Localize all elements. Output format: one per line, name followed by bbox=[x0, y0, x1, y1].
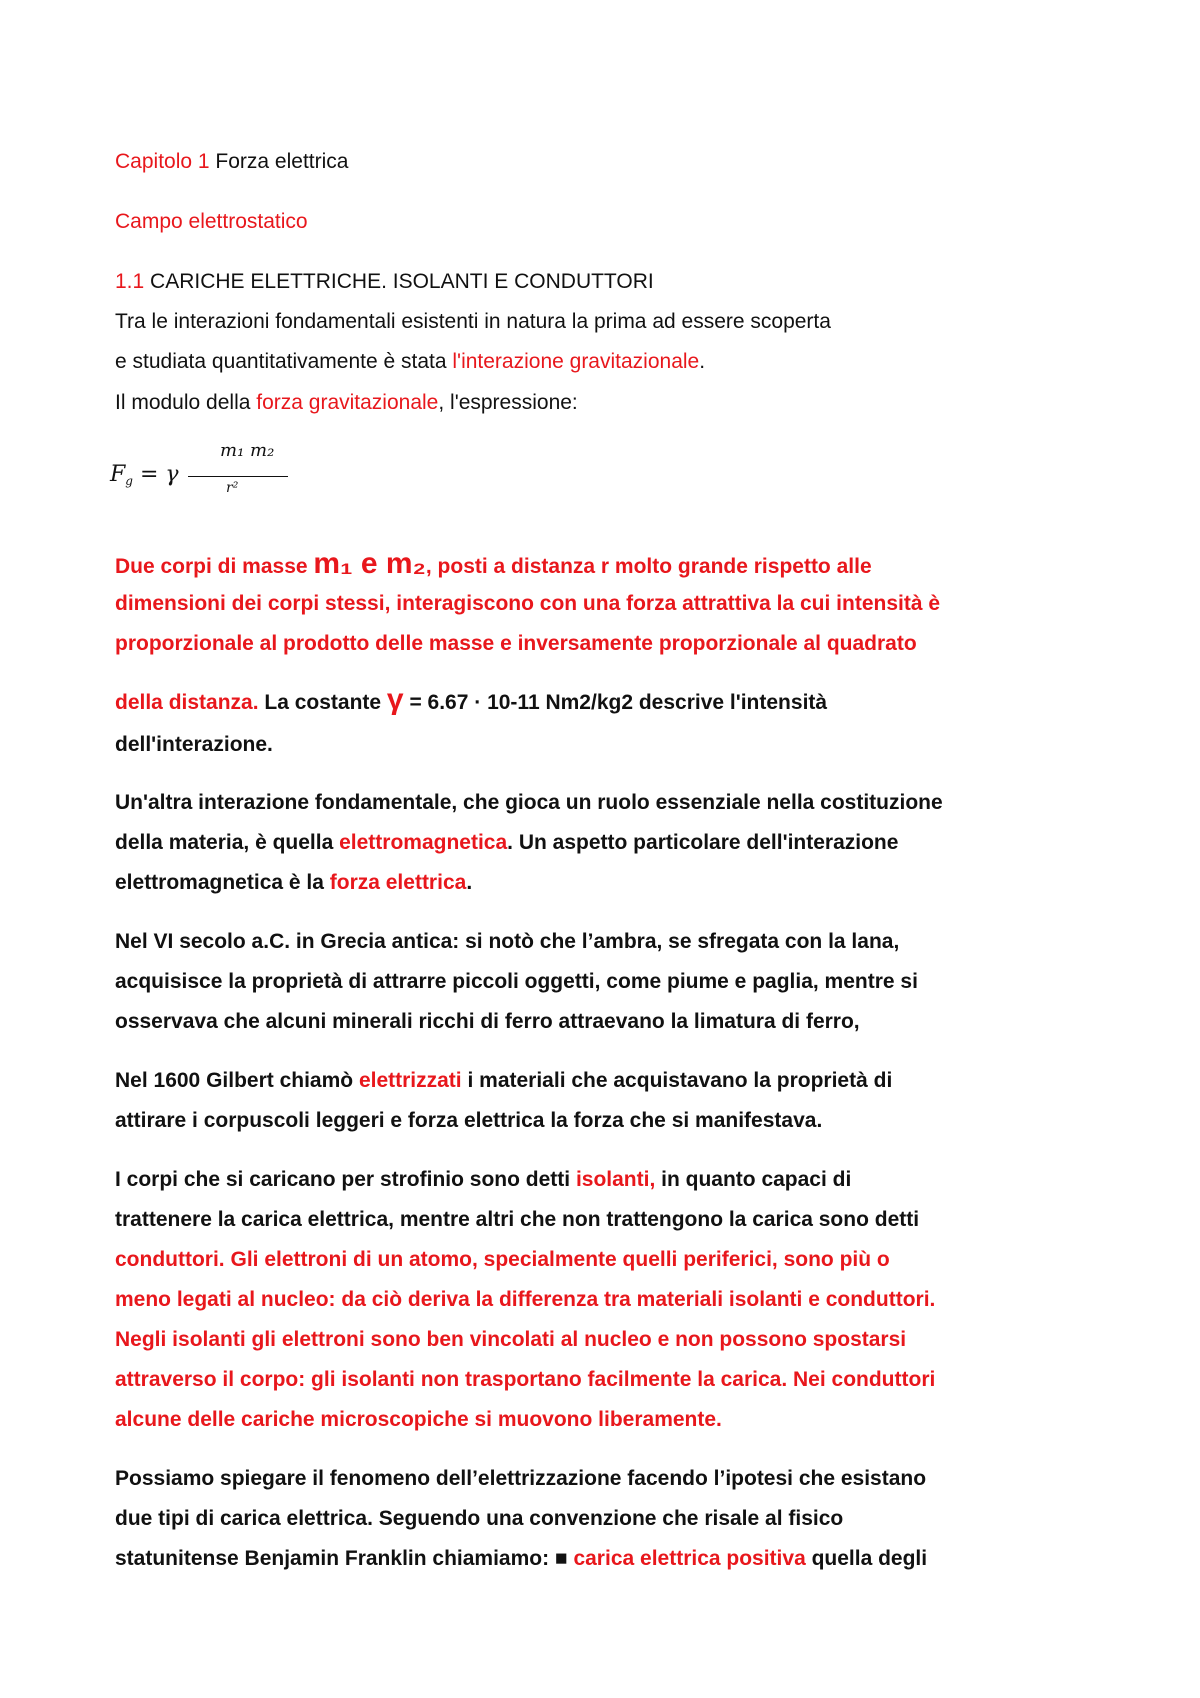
para-text: , posti a distanza r molto grande rispetto alle bbox=[425, 555, 872, 578]
para-text: della materia, è quella bbox=[115, 831, 340, 854]
highlight-text: forza elettrica bbox=[329, 871, 467, 894]
para-text: Due corpi di masse bbox=[115, 555, 314, 578]
highlight-text: l'interazione gravitazionale bbox=[452, 350, 700, 373]
chapter-title: Forza elettrica bbox=[215, 150, 349, 173]
insulators-line-7: alcune delle cariche microscopiche si muovono liberamente. bbox=[115, 1408, 722, 1431]
formula-lhs bbox=[110, 462, 179, 488]
para-text: La costante bbox=[258, 691, 387, 714]
insulators-line-6: attraverso il corpo: gli isolanti non trasportano facilmente la carica. Nei conduttori bbox=[115, 1368, 936, 1391]
highlight-text: carica elettrica positiva bbox=[573, 1547, 806, 1570]
masses-line-5: dell'interazione. bbox=[115, 733, 273, 756]
insulators-line-3: conduttori. Gli elettroni di un atomo, specialmente quelli periferici, sono più o bbox=[115, 1248, 890, 1271]
charge-line-3 bbox=[115, 1539, 1115, 1579]
para-text: . bbox=[466, 871, 473, 894]
fraction-bar bbox=[188, 476, 288, 477]
em-line-3 bbox=[115, 863, 1115, 903]
highlight-text: forza gravitazionale bbox=[256, 391, 439, 414]
highlight-text: isolanti, bbox=[575, 1168, 656, 1191]
intro-line-1: Tra le interazioni fondamentali esistenti in natura la prima ad essere scoperta bbox=[115, 310, 831, 333]
masses-line-1 bbox=[115, 544, 1115, 587]
para-text: I corpi che si caricano per strofinio sono detti bbox=[115, 1168, 576, 1191]
gilbert-line-2: attirare i corpuscoli leggeri e forza elettrica la forza che si manifestava. bbox=[115, 1109, 823, 1132]
intro-line-3 bbox=[115, 383, 1115, 423]
section-heading bbox=[115, 262, 1115, 302]
insulators-line-1 bbox=[115, 1160, 1115, 1200]
para-text: Nel 1600 Gilbert chiamò bbox=[115, 1069, 359, 1092]
formula-subscript: g bbox=[125, 474, 133, 488]
charge-line-1: Possiamo spiegare il fenomeno dell’elettrizzazione facendo l’ipotesi che esistano bbox=[115, 1467, 927, 1490]
para-text: i materiali che acquistavano la proprietà di bbox=[461, 1069, 893, 1092]
subtitle: Campo elettrostatico bbox=[115, 210, 308, 233]
charge-line-2: due tipi di carica elettrica. Seguendo una convenzione che risale al fisico bbox=[115, 1507, 844, 1530]
em-line-2 bbox=[115, 823, 1115, 863]
gilbert-line-1 bbox=[115, 1061, 1115, 1101]
formula-numerator: m₁ m₂ bbox=[220, 440, 275, 461]
chapter-label: Capitolo 1 bbox=[115, 150, 210, 173]
greece-line-2: acquisisce la proprietà di attrarre piccoli oggetti, come piume e paglia, mentre si bbox=[115, 970, 918, 993]
masses-line-3: proporzionale al prodotto delle masse e inversamente proporzionale al quadrato bbox=[115, 632, 917, 655]
insulators-line-5: Negli isolanti gli elettroni sono ben vincolati al nucleo e non possono spostarsi bbox=[115, 1328, 907, 1351]
mass-m2: m₂ bbox=[385, 547, 426, 580]
formula-equals-gamma: = γ bbox=[132, 462, 179, 487]
para-text: quella degli bbox=[805, 1547, 928, 1570]
insulators-line-4: meno legati al nucleo: da ciò deriva la differenza tra materiali isolanti e conduttori. bbox=[115, 1288, 936, 1311]
para-text: elettromagnetica è la bbox=[115, 871, 330, 894]
intro-text: Il modulo della bbox=[115, 391, 257, 414]
formula-force: F bbox=[110, 462, 126, 487]
masses-line-2: dimensioni dei corpi stessi, interagiscono con una forza attrattiva la cui intensità è bbox=[115, 592, 941, 615]
formula-denominator: r² bbox=[226, 480, 239, 496]
section-title: CARICHE ELETTRICHE. ISOLANTI E CONDUTTORI bbox=[150, 270, 654, 293]
intro-text: e studiata quantitativamente è stata bbox=[115, 350, 453, 373]
highlight-text: della distanza. bbox=[115, 691, 259, 714]
chapter-heading bbox=[115, 142, 1115, 182]
para-text: in quanto capaci di bbox=[655, 1168, 852, 1191]
masses-line-4 bbox=[115, 680, 1115, 723]
section-number: 1.1 bbox=[115, 270, 145, 293]
intro-text: , l'espressione: bbox=[438, 391, 578, 414]
highlight-text: elettrizzati bbox=[358, 1069, 462, 1092]
highlight-text: elettromagnetica bbox=[339, 831, 508, 854]
para-text: statunitense Benjamin Franklin chiamiamo: ■ bbox=[115, 1547, 574, 1570]
para-text: = 6.67 · 10-11 Nm2/kg2 descrive l'intensità bbox=[403, 691, 828, 714]
greece-line-1: Nel VI secolo a.C. in Grecia antica: si notò che l’ambra, se sfregata con la lana, bbox=[115, 930, 900, 953]
intro-line-2 bbox=[115, 342, 1115, 382]
gamma-symbol: γ bbox=[386, 683, 404, 716]
mass-m1: m₁ bbox=[313, 547, 353, 580]
para-text: . Un aspetto particolare dell'interazione bbox=[507, 831, 899, 854]
gravity-formula bbox=[110, 440, 310, 510]
greece-line-3: osservava che alcuni minerali ricchi di ferro attraevano la limatura di ferro, bbox=[115, 1010, 860, 1033]
em-line-1: Un'altra interazione fondamentale, che gioca un ruolo essenziale nella costituzione bbox=[115, 791, 943, 814]
mass-and: e bbox=[352, 547, 386, 580]
intro-text: . bbox=[699, 350, 706, 373]
insulators-line-2: trattenere la carica elettrica, mentre altri che non trattengono la carica sono detti bbox=[115, 1208, 920, 1231]
